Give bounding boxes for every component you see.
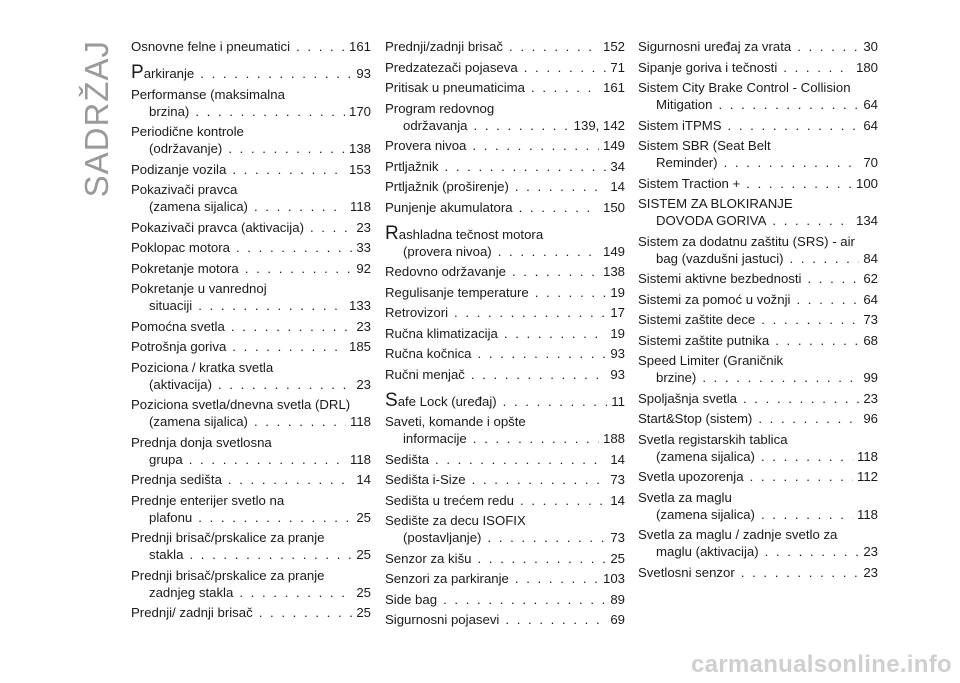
dot-leader <box>232 161 345 178</box>
page-number: 133 <box>348 298 371 313</box>
entry-text: Mitigation <box>656 97 713 112</box>
entry-text: Sedišta <box>385 451 429 467</box>
page-number: 25 <box>356 547 371 562</box>
index-entry <box>638 79 878 113</box>
index-entry <box>385 413 625 447</box>
entry-text: Ručna klimatizacija <box>385 325 498 341</box>
page-number: 14 <box>356 472 371 487</box>
entry-text: brzina) <box>149 103 190 119</box>
dot-leader <box>245 260 353 277</box>
dot-leader <box>454 304 606 321</box>
entry-text: Pokretanje motora <box>131 260 239 276</box>
page-number: 89 <box>610 591 625 607</box>
dot-leader <box>189 451 346 468</box>
dot-leader <box>728 117 860 134</box>
index-entry <box>385 137 625 154</box>
index-entry <box>638 390 878 407</box>
entry-text: Start&Stop (sistem) <box>638 411 753 426</box>
page-number: 70 <box>863 155 878 170</box>
dot-leader <box>509 38 599 55</box>
entry-text: Svetlosni senzor <box>638 564 735 580</box>
watermark: carmanualsonline.info <box>690 651 952 678</box>
entry-text: Prednji brisač/prskalice za pranje <box>131 530 325 545</box>
entry-text: (zamena sijalica) <box>656 448 755 464</box>
index-entry <box>385 263 625 280</box>
index-entry <box>385 304 625 321</box>
index-entry <box>638 352 878 386</box>
entry-text: Potrošnja goriva <box>131 339 227 354</box>
entry-text: Spoljašnja svetla <box>638 390 737 406</box>
entry-text: Svetla za maglu / zadnje svetlo za <box>638 527 838 542</box>
page-number: 17 <box>610 305 625 320</box>
dot-leader <box>531 79 599 96</box>
entry-text: (zamena sijalica) <box>149 414 248 429</box>
dot-leader <box>783 59 852 76</box>
dot-leader <box>228 471 352 488</box>
entry-text: Retrovizori <box>385 305 449 320</box>
page-number: 112 <box>856 469 878 484</box>
page-number: 73 <box>610 530 625 545</box>
page-number: 152 <box>602 39 625 54</box>
entry-text: zadnjeg stakla <box>149 584 234 600</box>
index-entry <box>638 59 878 76</box>
entry-text: Svetla registarskih tablica <box>638 431 788 447</box>
entry-text: Pokretanje u vanrednoj <box>131 281 267 296</box>
index-entry <box>638 468 878 485</box>
page-number: 149 <box>602 243 625 259</box>
index-entry <box>131 38 371 55</box>
dot-leader <box>765 543 860 560</box>
dot-leader <box>189 546 352 563</box>
entry-text: (aktivacija) <box>149 376 213 392</box>
index-entry <box>385 59 625 76</box>
dot-leader <box>296 38 345 55</box>
entry-text: Predzatezači pojaseva <box>385 59 518 75</box>
index-entry <box>131 567 371 601</box>
dot-leader <box>218 376 352 393</box>
index-entry <box>131 239 371 256</box>
index-entry <box>131 434 371 468</box>
dot-leader <box>471 366 606 383</box>
page-number: 25 <box>356 584 371 600</box>
dot-leader <box>796 291 859 308</box>
entry-text: Pokazivači pravca <box>131 182 238 197</box>
entry-text: plafonu <box>149 509 193 525</box>
entry-text: Prtljažnik (proširenje) <box>385 179 509 194</box>
entry-text: Sedište za decu ISOFIX <box>385 513 526 528</box>
section-initial: S <box>385 389 398 411</box>
dot-leader <box>761 311 859 328</box>
entry-text: (zamena sijalica) <box>656 506 755 522</box>
index-entry <box>131 318 371 335</box>
entry-text: Ručna kočnica <box>385 346 472 361</box>
dot-leader <box>503 393 608 410</box>
index-entry <box>385 366 625 383</box>
entry-text: Provera nivoa <box>385 138 467 153</box>
entry-text: Program redovnog <box>385 100 495 116</box>
page-number: 23 <box>863 564 878 580</box>
page-number: 139, 142 <box>573 117 625 133</box>
entry-text: (postavljanje) <box>403 530 482 545</box>
dot-leader <box>472 137 599 154</box>
entry-text: Sistem za dodatnu zaštitu (SRS) - air <box>638 233 855 249</box>
dot-leader <box>474 117 570 134</box>
dot-leader <box>743 390 859 407</box>
page-number: 64 <box>863 291 878 307</box>
dot-leader <box>772 212 852 229</box>
page-number: 64 <box>863 97 878 112</box>
dot-leader <box>231 318 353 335</box>
index-entry <box>385 550 625 567</box>
entry-text: Podizanje vozila <box>131 161 227 177</box>
entry-text: Sigurnosni pojasevi <box>385 612 500 627</box>
index-entry <box>638 195 878 229</box>
dot-leader <box>535 284 607 301</box>
entry-text: Saveti, komande i opšte <box>385 414 526 429</box>
dot-leader <box>198 509 352 526</box>
dot-leader <box>228 140 345 157</box>
entry-text: Sistem SBR (Seat Belt <box>638 138 771 153</box>
dot-leader <box>259 604 353 621</box>
index-entry <box>638 564 878 581</box>
index-entry <box>385 389 625 411</box>
dot-leader <box>750 468 853 485</box>
dot-leader <box>195 103 345 120</box>
index-entry <box>131 280 371 314</box>
entry-text: Prednji/ zadnji brisač <box>131 605 253 620</box>
page-number: 118 <box>349 199 371 214</box>
dot-leader <box>435 451 606 468</box>
entry-text: Performanse (maksimalna <box>131 86 285 102</box>
page-number: 100 <box>855 175 878 191</box>
page-number: 84 <box>863 250 878 266</box>
page-number: 23 <box>356 318 371 334</box>
index-entry <box>385 178 625 195</box>
page-number: 118 <box>856 448 878 464</box>
entry-text: Sigurnosni uređaj za vrata <box>638 39 792 54</box>
page-number: 170 <box>348 103 371 119</box>
index-entry <box>385 471 625 488</box>
entry-text: Osnovne felne i pneumatici <box>131 39 291 54</box>
entry-text: Pomoćna svetla <box>131 318 225 334</box>
index-entry <box>638 431 878 465</box>
index-entry <box>638 137 878 171</box>
dot-leader <box>775 332 859 349</box>
index-entry <box>385 345 625 362</box>
page-number: 138 <box>348 141 371 156</box>
entry-text: informacije <box>403 431 467 446</box>
page-number: 30 <box>863 39 878 54</box>
index-entry <box>131 338 371 355</box>
dot-leader <box>498 243 599 260</box>
index-entry <box>638 117 878 134</box>
dot-leader <box>200 65 352 82</box>
index-entry <box>385 591 625 608</box>
page-number: 188 <box>602 431 625 446</box>
index-entry <box>385 100 625 134</box>
index-entry <box>638 489 878 523</box>
index-entry <box>131 492 371 526</box>
page-number: 11 <box>611 393 625 409</box>
index-entry <box>638 332 878 349</box>
index-entry <box>385 325 625 342</box>
index-entry <box>385 79 625 96</box>
index-entry <box>131 396 371 430</box>
entry-text: Senzori za parkiranje <box>385 571 509 586</box>
entry-text: Prednji brisač/prskalice za pranje <box>131 567 325 583</box>
entry-text: DOVODA GORIVA <box>656 213 767 228</box>
index-entry <box>385 512 625 546</box>
entry-text: Safe Lock (uređaj) <box>385 389 497 411</box>
entry-text: Rashladna tečnost motora <box>385 222 544 244</box>
page-number: 14 <box>610 179 625 194</box>
page-number: 93 <box>610 346 625 361</box>
entry-text: Prednja sedišta <box>131 472 222 487</box>
entry-text: brzine) <box>656 370 697 385</box>
entry-text: situaciji <box>149 298 193 313</box>
dot-leader <box>790 250 860 267</box>
index-entry <box>131 471 371 488</box>
dot-leader <box>761 506 853 523</box>
entry-text: (provera nivoa) <box>403 243 492 259</box>
index-entry <box>638 270 878 287</box>
page-number: 23 <box>863 544 878 559</box>
entry-text: Svetla za maglu <box>638 489 732 505</box>
index-entry <box>638 175 878 192</box>
dot-leader <box>718 96 859 113</box>
entry-text: SISTEM ZA BLOKIRANJE <box>638 196 793 211</box>
dot-leader <box>478 550 607 567</box>
entry-text: Sistemi zaštite dece <box>638 312 756 327</box>
page-number: 33 <box>356 240 371 255</box>
dot-leader <box>512 263 599 280</box>
dot-leader <box>310 219 352 236</box>
page-number: 180 <box>855 59 878 75</box>
entry-text: Sistemi aktivne bezbednosti <box>638 271 802 286</box>
index-entry <box>385 570 625 587</box>
index-entry <box>131 64 371 82</box>
dot-leader <box>443 591 606 608</box>
index-entry <box>131 161 371 178</box>
page-number: 118 <box>349 414 371 429</box>
index-entry <box>131 359 371 393</box>
page-number: 25 <box>356 509 371 525</box>
page-number: 23 <box>356 376 371 392</box>
entry-text: Punjenje akumulatora <box>385 199 513 215</box>
entry-text: Sistemi zaštite putnika <box>638 332 770 348</box>
entry-text: (zamena sijalica) <box>149 199 248 214</box>
dot-leader <box>519 199 599 216</box>
entry-text: (održavanje) <box>149 141 223 156</box>
page-number: 149 <box>602 138 625 153</box>
page-number: 34 <box>610 158 625 174</box>
dot-leader <box>487 529 606 546</box>
index-entry <box>638 38 878 55</box>
page-number: 23 <box>863 390 878 406</box>
page-number: 93 <box>356 66 371 81</box>
entry-text: Prednja donja svetlosna <box>131 434 272 450</box>
entry-text: Prednji/zadnji brisač <box>385 39 504 54</box>
dot-leader <box>807 270 859 287</box>
page-number: 118 <box>349 451 371 467</box>
index-entry <box>385 611 625 628</box>
index-entry <box>638 526 878 560</box>
page-number: 19 <box>610 284 625 300</box>
page-number: 73 <box>610 472 625 487</box>
page-number: 19 <box>610 325 625 341</box>
dot-leader <box>702 369 859 386</box>
dot-leader <box>515 570 599 587</box>
section-initial: R <box>385 222 399 244</box>
entry-text: Sedišta i-Size <box>385 472 466 487</box>
entry-text: Periodične kontrole <box>131 124 244 139</box>
index-entry <box>131 181 371 215</box>
entry-text: Reminder) <box>656 155 718 170</box>
index-entry <box>385 38 625 55</box>
page-number: 103 <box>602 571 625 586</box>
page-number: 134 <box>855 213 878 228</box>
entry-text: Sedišta u trećem redu <box>385 492 515 508</box>
dot-leader <box>236 239 352 256</box>
page-number: 23 <box>356 219 371 235</box>
page-number: 68 <box>863 332 878 348</box>
page-number: 69 <box>610 612 625 627</box>
dot-leader <box>254 198 346 215</box>
dot-leader <box>198 297 345 314</box>
page-number: 185 <box>348 339 371 354</box>
entry-text: grupa <box>149 451 183 467</box>
entry-text: Sipanje goriva i tečnosti <box>638 59 778 75</box>
index-entry <box>131 123 371 157</box>
entry-text: Sistemi za pomoć u vožnji <box>638 291 791 307</box>
dot-leader <box>520 492 606 509</box>
page-number: 62 <box>863 271 878 286</box>
index-column-2 <box>385 38 625 632</box>
page-number: 96 <box>863 411 878 426</box>
page-number: 14 <box>610 492 625 508</box>
dot-leader <box>797 38 859 55</box>
entry-text: Ručni menjač <box>385 366 465 382</box>
dot-leader <box>741 564 860 581</box>
dot-leader <box>472 471 607 488</box>
section-title: SADRŽAJ <box>78 40 115 198</box>
entry-text: Sistem City Brake Control - Collision <box>638 80 851 95</box>
entry-text: maglu (aktivacija) <box>656 544 759 559</box>
index-entry <box>385 492 625 509</box>
dot-leader <box>724 154 860 171</box>
page-number: 118 <box>856 506 878 522</box>
entry-text: Sistem Traction + <box>638 175 741 191</box>
entry-text: Senzor za kišu <box>385 550 472 566</box>
index-column-1 <box>131 38 371 625</box>
index-entry <box>638 311 878 328</box>
entry-text: Svetla upozorenja <box>638 469 744 484</box>
index-entry <box>131 529 371 563</box>
page-number: 138 <box>602 264 625 279</box>
page-number: 99 <box>863 370 878 385</box>
index-entry <box>385 199 625 216</box>
index-column-3 <box>638 38 878 584</box>
dot-leader <box>239 584 352 601</box>
page-number: 153 <box>348 161 371 177</box>
entry-text: stakla <box>149 547 184 562</box>
entry-text: Pokazivači pravca (aktivacija) <box>131 219 304 235</box>
entry-text: Regulisanje temperature <box>385 284 529 300</box>
entry-text: Pritisak u pneumaticima <box>385 80 525 95</box>
page-number: 161 <box>348 39 371 54</box>
index-entry <box>385 451 625 468</box>
entry-text: Parkiranje <box>131 62 195 83</box>
page-number: 64 <box>863 117 878 133</box>
dot-leader <box>445 158 607 175</box>
dot-leader <box>524 59 607 76</box>
dot-leader <box>504 325 606 342</box>
page-number: 71 <box>610 59 625 75</box>
index-entry <box>638 291 878 308</box>
entry-text: bag (vazdušni jastuci) <box>656 250 784 266</box>
page-number: 93 <box>610 366 625 382</box>
dot-leader <box>761 448 853 465</box>
index-entry <box>131 86 371 120</box>
index-entry <box>385 158 625 175</box>
page-number: 150 <box>602 199 625 215</box>
entry-text: Poklopac motora <box>131 240 230 255</box>
entry-text: održavanja <box>403 117 468 133</box>
dot-leader <box>478 345 607 362</box>
page-number: 161 <box>602 80 625 95</box>
dot-leader <box>505 611 606 628</box>
index-entry <box>638 410 878 427</box>
index-entry <box>131 219 371 236</box>
entry-text: Redovno održavanje <box>385 264 506 279</box>
entry-text: Sistem iTPMS <box>638 117 722 133</box>
entry-text: Poziciona svetla/dnevna svetla (DRL) <box>131 397 351 412</box>
dot-leader <box>758 410 859 427</box>
dot-leader <box>515 178 606 195</box>
page-number: 25 <box>610 550 625 566</box>
dot-leader <box>254 413 346 430</box>
entry-text: Prednje enterijer svetlo na <box>131 492 285 508</box>
index-entry <box>131 604 371 621</box>
entry-text: Side bag <box>385 591 438 607</box>
index-entry <box>385 284 625 301</box>
page-number: 14 <box>610 451 625 467</box>
entry-text: Speed Limiter (Graničnik <box>638 353 784 368</box>
page-number: 92 <box>356 260 371 276</box>
dot-leader <box>746 175 852 192</box>
page-number: 73 <box>863 312 878 327</box>
page-number: 25 <box>356 605 371 620</box>
dot-leader <box>232 338 345 355</box>
entry-text: Prtljažnik <box>385 158 439 174</box>
index-entry <box>131 260 371 277</box>
entry-text: Poziciona / kratka svetla <box>131 359 274 375</box>
section-initial: P <box>131 62 144 83</box>
index-entry <box>638 233 878 267</box>
index-entry <box>385 222 625 260</box>
dot-leader <box>473 430 599 447</box>
